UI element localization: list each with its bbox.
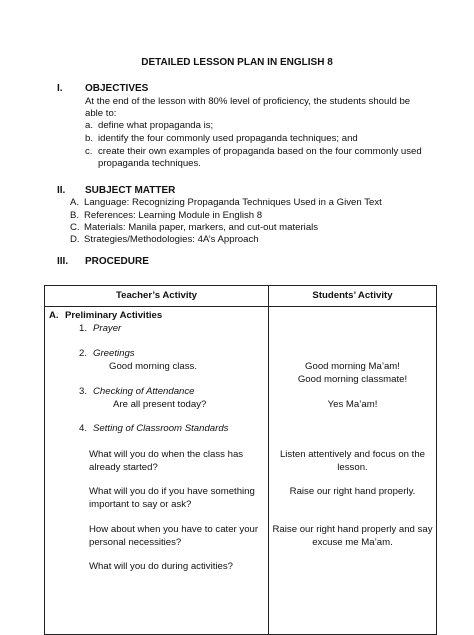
item-text: References: Learning Module in English 8 (84, 210, 263, 221)
step-greetings: Greetings (93, 348, 135, 359)
teacher-question-line: What will you do during activities? (89, 561, 233, 572)
student-response-line: excuse me Ma’am. (312, 537, 393, 548)
teacher-line: Good morning class. (109, 361, 197, 372)
student-response-line: lesson. (337, 462, 368, 473)
item-text: define what propaganda is; (98, 120, 214, 131)
item-text: Materials: Manila paper, markers, and cut-out materials (84, 222, 319, 233)
step-number: 3. (79, 386, 88, 397)
section-objectives-heading (57, 82, 148, 95)
teacher-question-line: already started? (89, 462, 158, 473)
teacher-question-line: important to say or ask? (89, 499, 192, 510)
step-number: 4. (79, 423, 88, 434)
section-title: OBJECTIVES (85, 83, 149, 94)
teacher-question-line: What will you do when the class has (89, 449, 244, 460)
section-title: SUBJECT MATTER (85, 185, 176, 196)
objective-item (85, 133, 430, 145)
step-number: 2. (79, 348, 88, 359)
student-response-line: Good morning Ma’am! (305, 361, 400, 372)
subject-matter-item (70, 197, 430, 209)
step-number: 1. (79, 323, 88, 334)
procedure-table (44, 285, 437, 635)
section-row-marker: A. (49, 310, 59, 321)
section-number: III. (57, 256, 69, 267)
item-text: identify the four commonly used propaganda techniques; and (98, 133, 358, 144)
step-attendance: Checking of Attendance (93, 386, 195, 397)
item-text: Language: Recognizing Propaganda Techniques Used in a Given Text (84, 197, 382, 208)
subject-matter-item (70, 210, 430, 222)
column-header-teacher: Teacher’s Activity (115, 290, 198, 301)
section-number: I. (57, 83, 63, 94)
teacher-line: Are all present today? (113, 399, 207, 410)
student-response-line: Raise our right hand properly and say (272, 524, 433, 535)
subject-matter-item (70, 222, 430, 234)
objective-item (85, 120, 430, 132)
objective-item-continuation: propaganda techniques. (98, 158, 201, 169)
objectives-intro-line-1: At the end of the lesson with 80% level of proficiency, the students should be (85, 96, 411, 107)
section-row-title: Preliminary Activities (65, 310, 163, 321)
section-title: PROCEDURE (85, 256, 149, 267)
item-marker: A. (70, 197, 80, 208)
section-subject-matter-heading (57, 184, 175, 197)
student-response-line: Yes Ma’am! (327, 399, 378, 410)
teacher-question-line: How about when you have to cater your (89, 524, 259, 535)
subject-matter-item (70, 234, 430, 246)
item-marker: a. (85, 120, 94, 131)
section-number: II. (57, 185, 66, 196)
teacher-question-line: personal necessities? (89, 537, 182, 548)
column-header-students: Students’ Activity (312, 290, 393, 301)
objectives-intro-line-2: able to: (85, 108, 117, 119)
section-procedure-heading (57, 255, 149, 268)
teacher-question-line: What will you do if you have something (89, 486, 255, 497)
item-marker: c. (85, 146, 93, 157)
item-marker: C. (70, 222, 80, 233)
student-response-line: Listen attentively and focus on the (279, 449, 426, 460)
student-response-line: Good morning classmate! (297, 374, 408, 385)
item-text: create their own examples of propaganda based on the four commonly used (98, 146, 422, 157)
objective-item (85, 146, 430, 158)
item-text: Strategies/Methodologies: 4A’s Approach (84, 234, 259, 245)
student-response-line: Raise our right hand properly. (289, 486, 416, 497)
item-marker: b. (85, 133, 94, 144)
step-prayer: Prayer (93, 323, 122, 334)
step-standards: Setting of Classroom Standards (93, 423, 229, 434)
item-marker: B. (70, 210, 80, 221)
item-marker: D. (70, 234, 80, 245)
page-title: DETAILED LESSON PLAN IN ENGLISH 8 (141, 57, 333, 68)
header-divider (45, 306, 436, 307)
